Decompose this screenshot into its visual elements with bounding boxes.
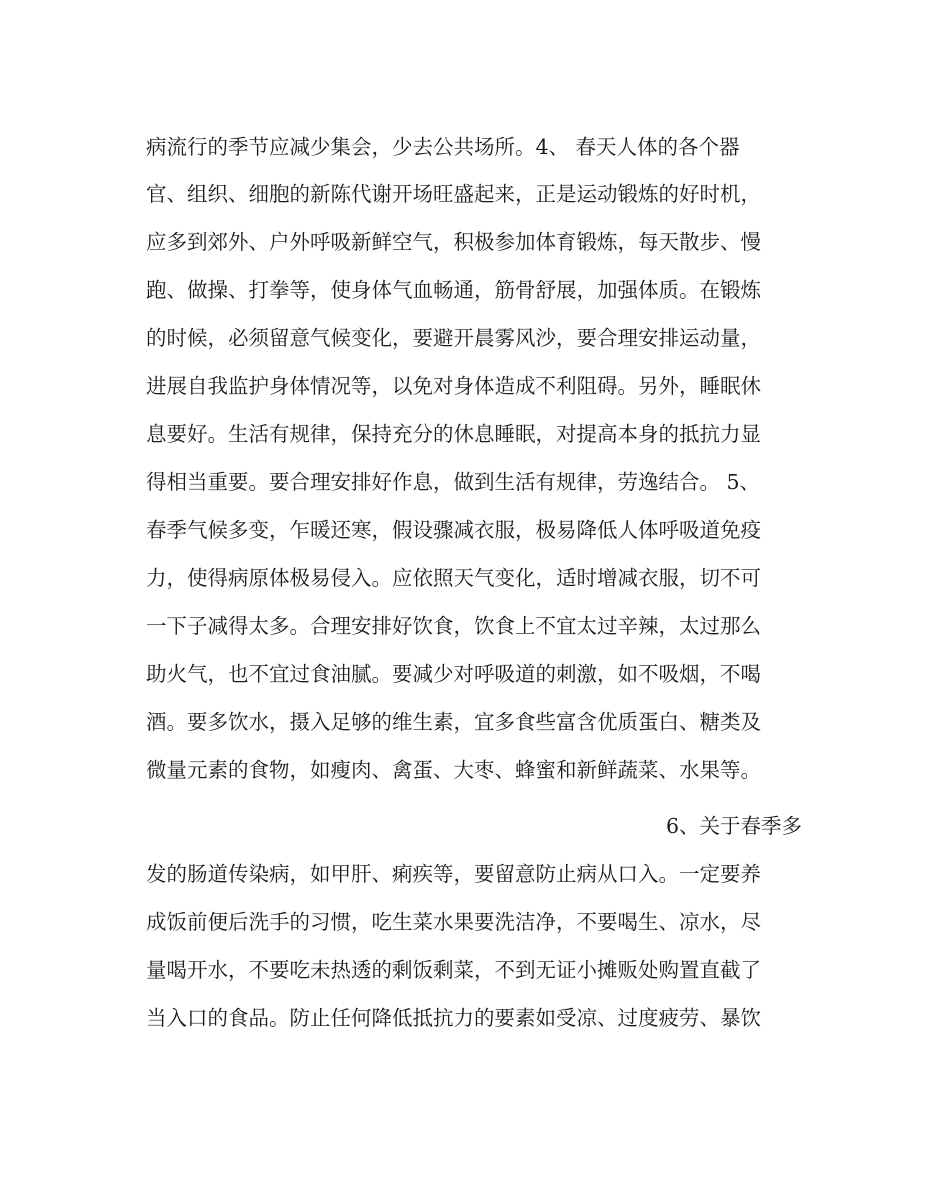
paragraph-line-14: 微量元素的食物，如瘦肉、禽蛋、大枣、蜂蜜和新鲜蔬菜、水果等。	[146, 758, 761, 782]
paragraph-line-8: 得相当重要。要合理安排好作息，做到生活有规律，劳逸结合。 5、	[146, 470, 761, 494]
paragraph-line-6: 进展自我监护身体情况等，以免对身体造成不利阻碍。另外，睡眠休	[146, 374, 761, 398]
paragraph-line-3: 应多到郊外、户外呼吸新鲜空气，积极参加体育锻炼，每天散步、慢	[146, 230, 761, 254]
paragraph-line-2: 官、组织、细胞的新陈代谢开场旺盛起来，正是运动锻炼的好时机，	[146, 182, 761, 206]
paragraph-line-4: 跑、做操、打拳等，使身体气血畅通，筋骨舒展，加强体质。在锻炼	[146, 278, 761, 302]
paragraph-line-5: 的时候，必须留意气候变化，要避开晨雾风沙，要合理安排运动量，	[146, 326, 761, 350]
paragraph-line-18: 量喝开水，不要吃未热透的剩饭剩菜，不到无证小摊贩处购置直截了	[146, 958, 761, 982]
paragraph-line-12: 助火气，也不宜过食油腻。要减少对呼吸道的刺激，如不吸烟，不喝	[146, 662, 761, 686]
paragraph-line-13: 酒。要多饮水，摄入足够的维生素，宜多食些富含优质蛋白、糖类及	[146, 710, 761, 734]
paragraph-line-7: 息要好。生活有规律，保持充分的休息睡眠，对提高本身的抵抗力显	[146, 422, 761, 446]
paragraph-line-11: 一下子减得太多。合理安排好饮食，饮食上不宜太过辛辣，太过那么	[146, 614, 761, 638]
paragraph-line-1: 病流行的季节应减少集会，少去公共场所。4、 春天人体的各个器	[146, 135, 740, 159]
paragraph-line-17: 成饭前便后洗手的习惯，吃生菜水果要洗洁净，不要喝生、凉水，尽	[146, 910, 761, 934]
paragraph-line-19: 当入口的食品。防止任何降低抵抗力的要素如受凉、过度疲劳、暴饮	[146, 1006, 761, 1030]
paragraph-line-10: 力，使得病原体极易侵入。应依照天气变化，适时增减衣服，切不可	[146, 566, 761, 590]
paragraph-line-16: 发的肠道传染病，如甲肝、痢疾等，要留意防止病从口入。一定要养	[146, 862, 761, 886]
paragraph-line-15: 6、关于春季多	[665, 814, 802, 838]
paragraph-line-9: 春季气候多变，乍暖还寒，假设骤减衣服，极易降低人体呼吸道免疫	[146, 518, 761, 542]
